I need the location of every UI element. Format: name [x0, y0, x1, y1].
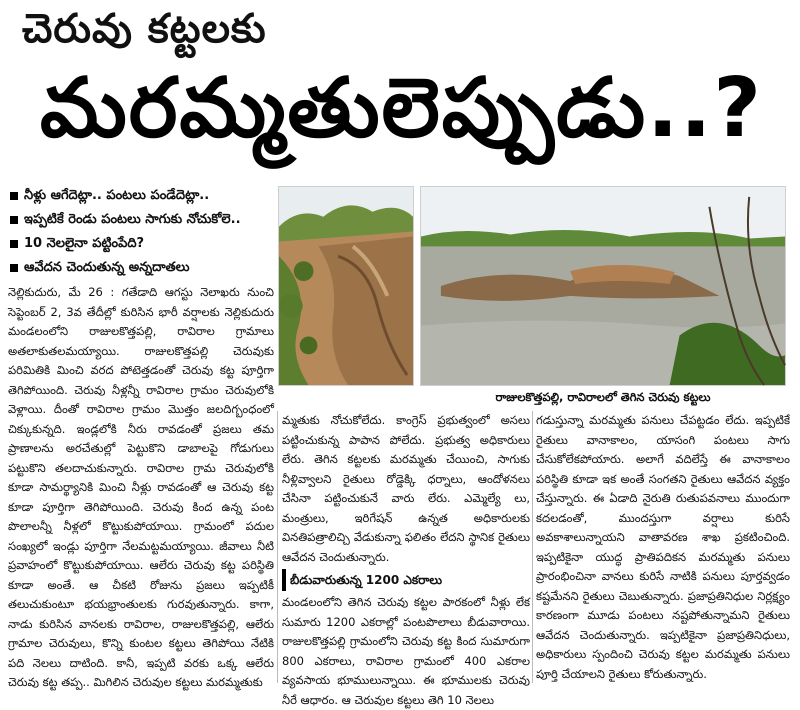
- article-paragraph: గడుస్తున్నా మరమ్మతు పనులు చేపట్టడం లేదు. ఇప్పటికే రైతులు వానాకాలం, యాసంగి పంటలు సాగు చేసుకోలేకపోయారు. అలాగే వదిలేస్తే ఈ వానాకాలం పరిస్థితి కూడా ఇక అంతే సంగతని రైతులు ఆవేదన వ్యక్తం చేస్తున్నారు. ఈ ఏడాది నైరుతి రుతుపవనాలు ముందుగా కదలడంతో, ముందస్తుగా వర్షాలు కురిసే అవకాశాలున్నాయని వాతావరణ శాఖ ప్రకటించింది. ఇప్పటికైనా యుద్ధ ప్రాతిపదికన మరమ్మతు పనులు ప్రారంభించినా వానలు కురిసే నాటికి పనులు పూర్తవ్వడం కష్టమేనని రైతులు చెబుతున్నారు. ప్రజాప్రతినిధుల నిర్లక్ష్యం కారణంగా మూడు పంటలు నష్టపోతున్నామని రైతులు ఆవేదన చెందుతున్నారు. ఇప్పటికైనా ప్రజాప్రతినిధులు, అధికారులు స్పందించి చెరువు కట్టల మరమ్మతు పనులు పూర్తి చేయాలని రైతులు కోరుతున్నారు.: [536, 413, 790, 681]
- bullet-item: ఇప్పటికే రెండు పంటలు సాగుకు నోచుకోలె..: [8, 208, 276, 232]
- article-paragraph: నెల్లికుదురు, మే 26 : గతేడాది ఆగస్టు నెలాఖరు నుంచి సెప్టెంబర్ 2, 3వ తేదీల్లో కురిసిన భారీ వర్షాలకు నెల్లికుదురు మండలంలోని రాజులకొత్తపల్లి, రావిరాల గ్రామాలు అతలాకుతలమయ్యాయి. రాజులకొత్తపల్లి చెరువుకు పరిమితికి మించి వరద పోటెత్తడంతో చెరువు కట్ట పూర్తిగా తెగిపోయింది. చెరువు నీళ్లన్నీ రావిరాల గ్రామం చెరువులోకి వెళ్లాయి. దీంతో రావిరాల గ్రామం మొత్తం జలదిగ్బంధంలో చిక్కుకున్నది. ఇండ్లలోకి నీరు రావడంతో ప్రజలు తమ ప్రాణాలను అరచేతుల్లో పెట్టుకొని డాబాలపై గోడుగులు పట్టుకొని తలదాచుకున్నారు. రావిరాల గ్రామ చెరువులోకి కూడా సామర్థ్యానికి మించి నీళ్లు రావడంతో ఆ చెరువు కట్ట కూడా పూర్తిగా తెగిపోయింది. చెరువు కింద ఉన్న పంట పొలాలన్నీ నీళ్లలో కొట్టుకుపోయాయి. గ్రామంలో పదుల సంఖ్యలో ఇండ్లు పూర్తిగా నేలమట్టమయ్యాయి. జీవాలు నీటి ప్రవాహంలో కొట్టుకుపోయాయి. ఆలేరు చెరువు కట్ట పరిస్థితి కూడా అంతే. ఆ చీకటి రోజును ప్రజలు ఇప్పటికీ తలుచుకుంటూ భయభ్రాంతులకు గురవుతున్నారు. కాగా, నాడు కురిసిన వానలకు రావిరాల, రాజులకొత్తపల్లి, ఆలేరు గ్రామాల చెరువులు, కొన్ని కుంటల కట్టలు తెగిపోయి నేటికి పది నెలలు దాటింది. కానీ, ఇప్పటి వరకు ఒక్క ఆలేరు చెరువు కట్ట తప్ప.. మిగిలిన చెరువుల కట్టలు మరమ్మతుకు: [8, 285, 274, 689]
- headline-main: మరమ్మతులెప్పుడు..?: [40, 61, 763, 156]
- article-paragraph: మండలంలోని తెగిన చెరువు కట్టల పారకంలో నీళ్లు లేక సుమారు 1200 ఎకరాల్లో పంటపొలాలు బీడువారాయి. రాజులకొత్తపల్లి గ్రామంలోని చెరువు కట్ట కింద సుమారుగా 800 ఎకరాలు, రావిరాల గ్రామంలో 400 ఎకరాల వ్యవసాయ భూములున్నాయి. ఈ భూములకు చెరువు నీరే ఆధారం. ఆ చెరువుల కట్టలు తెగి 10 నెలలు: [282, 595, 530, 707]
- article-column-3: [536, 411, 790, 683]
- photo-breached-embankment: [278, 186, 414, 386]
- bullet-item: 10 నెలలైనా పట్టింపేది?: [8, 232, 276, 256]
- article-paragraph: మ్మతుకు నోచుకోలేదు. కాంగ్రెస్ ప్రభుత్వంలో అసలు పట్టించుకున్న పాపాన పోలేదు. ప్రభుత్వ అధికారులు లేరు. తెగిన కట్టలకు మరమ్మతు చేయించి, సాగుకు నీళ్లివ్వాలని రైతులు రోడ్డెక్కి ధర్నాలు, ఆందోళనలు చేసినా పట్టించుకునే వారు లేరు. ఎమ్మెల్యే లు, మంత్రులు, ఇరిగేషన్ ఉన్నత అధికారులకు వినతిపత్రాలిచ్చి వేడుకున్నా ఫలితం లేదని స్థానిక రైతులు ఆవేదన చెందుతున్నారు.: [282, 413, 530, 564]
- bullet-item: నీళ్లు ఆగేదెట్లా.. పంటలు పండేదెట్లా..: [8, 184, 276, 208]
- article-column-2: [282, 411, 530, 707]
- photo-caption: రాజులకొత్తపల్లి, రావిరాలలో తెగిన చెరువు కట్టలు: [420, 388, 786, 406]
- article-column-1: [8, 283, 274, 689]
- headline-kicker: చెరువు కట్టలకు: [22, 6, 267, 52]
- column-divider: [532, 411, 533, 683]
- photo-breached-tank: [420, 186, 786, 386]
- section-subheading: బీడువారుతున్న 1200 ఎకరాలు: [282, 569, 530, 591]
- highlight-bullets: [8, 184, 276, 280]
- column-divider: [277, 411, 278, 683]
- bullet-item: ఆవేదన చెందుతున్న అన్నదాతలు: [8, 256, 276, 280]
